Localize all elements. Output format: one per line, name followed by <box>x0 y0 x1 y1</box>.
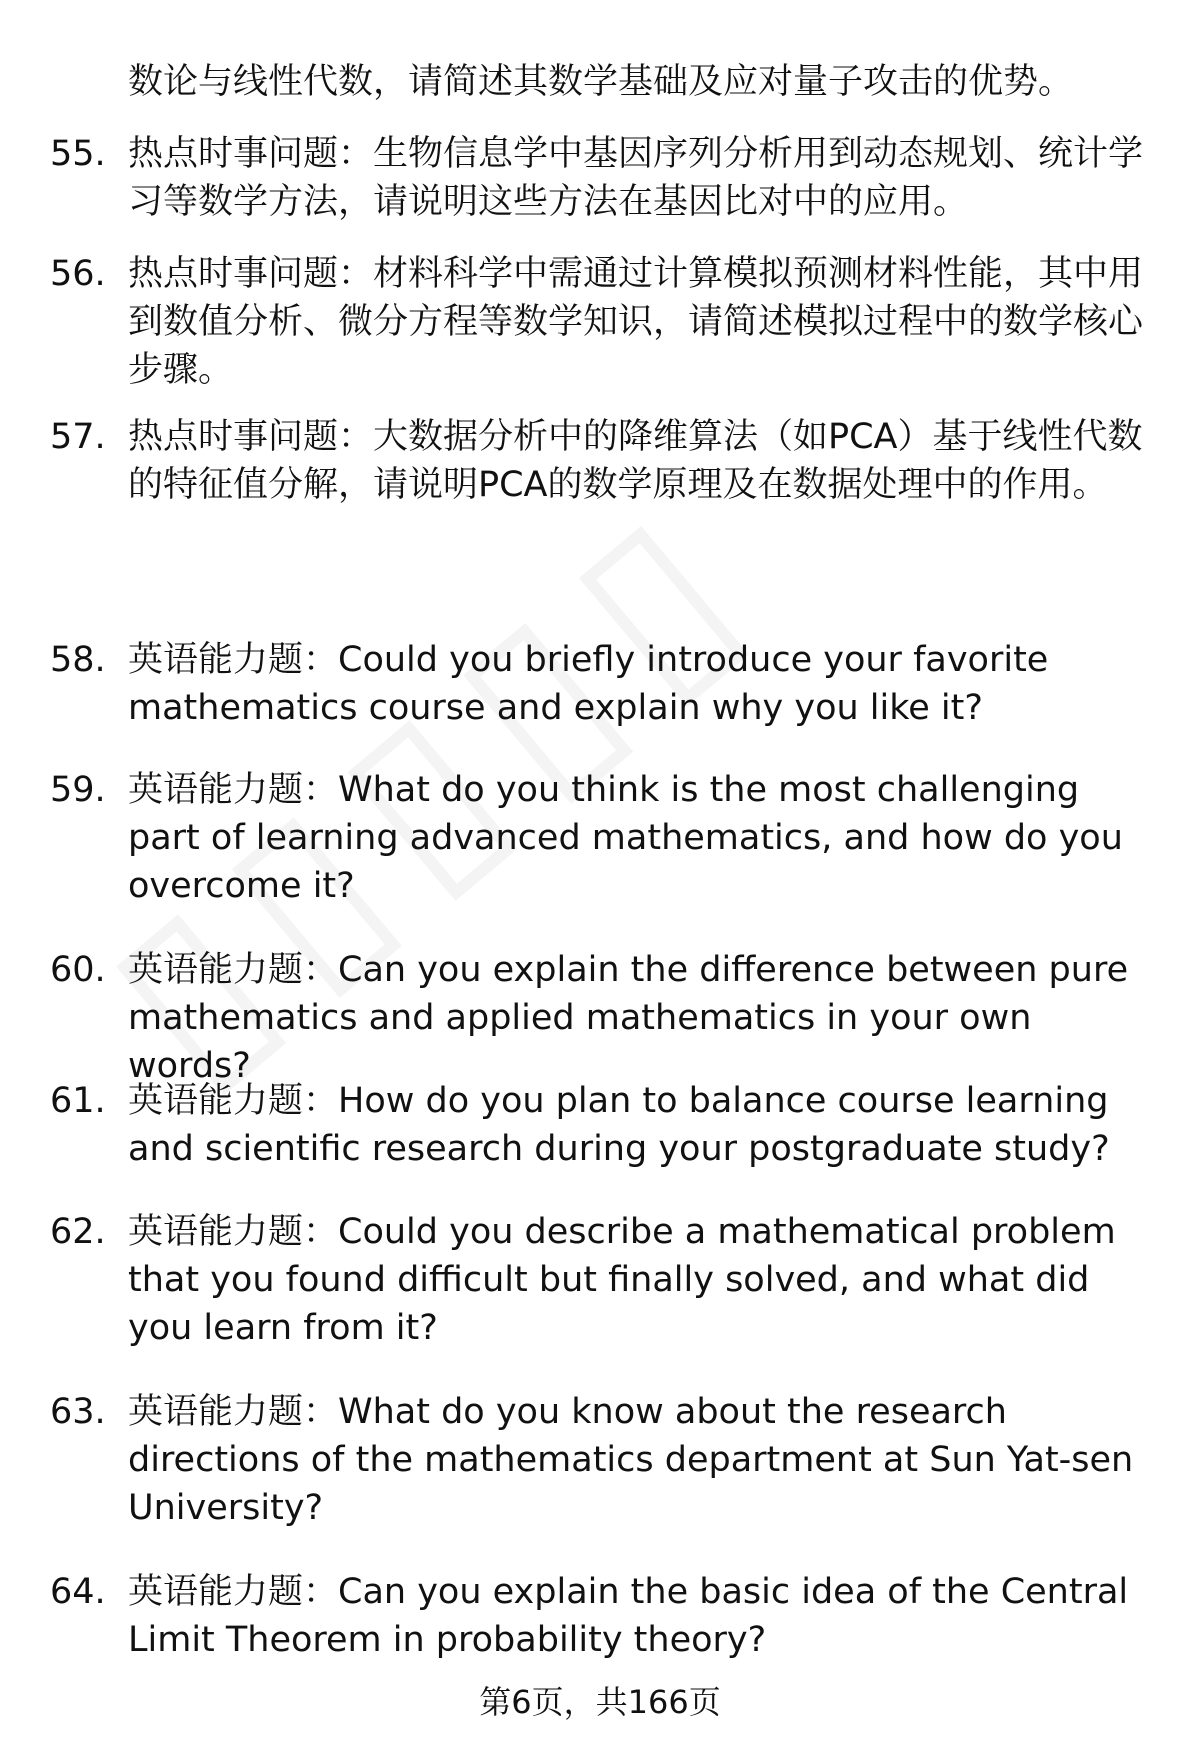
question-number: 56. <box>50 254 106 294</box>
question-text: 热点时事问题：大数据分析中的降维算法（如PCA）基于线性代数的特征值分解，请说明PCA的数学原理及在数据处理中的作用。 <box>128 417 1143 505</box>
question-text: 英语能力题：What do you know about the research directions of the mathematics department at Sun Yat-sen University? <box>128 1392 1134 1528</box>
question-number: 62. <box>50 1212 106 1252</box>
question-item <box>50 413 1160 509</box>
question-text: 英语能力题：How do you plan to balance course learning and scientific research during your postgraduate study? <box>128 1081 1110 1169</box>
question-item <box>50 1568 1160 1664</box>
question-text: 热点时事问题：生物信息学中基因序列分析用到动态规划、统计学习等数学方法，请说明这些方法在基因比对中的应用。 <box>128 134 1144 222</box>
question-number: 57. <box>50 417 106 457</box>
question-text: 热点时事问题：材料科学中需通过计算模拟预测材料性能，其中用到数值分析、微分方程等数学知识，请简述模拟过程中的数学核心步骤。 <box>128 254 1144 390</box>
question-text: 英语能力题：Could you briefly introduce your favorite mathematics course and explain why you like it? <box>128 640 1049 728</box>
page-footer: 第6页，共166页 <box>479 1683 721 1721</box>
question-item <box>50 1077 1160 1173</box>
question-text: 英语能力题：What do you think is the most challenging part of learning advanced mathematics, and how do you overcome it? <box>128 770 1123 906</box>
question-item <box>50 1208 1160 1352</box>
question-number: 61. <box>50 1081 106 1121</box>
continuation-text: 数论与线性代数，请简述其数学基础及应对量子攻击的优势。 <box>128 62 1074 102</box>
question-item <box>50 250 1160 394</box>
question-text: 英语能力题：Could you describe a mathematical problem that you found difficult but finally solved, and what did you learn from it? <box>128 1212 1116 1348</box>
question-text: 英语能力题：Can you explain the difference between pure mathematics and applied mathematics in your own words? <box>128 950 1129 1086</box>
question-item <box>50 766 1160 910</box>
question-number: 58. <box>50 640 106 680</box>
question-number: 55. <box>50 134 106 174</box>
question-number: 64. <box>50 1572 106 1612</box>
question-number: 59. <box>50 770 106 810</box>
question-text: 英语能力题：Can you explain the basic idea of the Central Limit Theorem in probability theory? <box>128 1572 1129 1660</box>
question-item <box>50 946 1160 1090</box>
question-number: 60. <box>50 950 106 990</box>
question-item <box>50 130 1160 226</box>
question-number: 63. <box>50 1392 106 1432</box>
question-item <box>50 636 1160 732</box>
question-item <box>50 1388 1160 1532</box>
